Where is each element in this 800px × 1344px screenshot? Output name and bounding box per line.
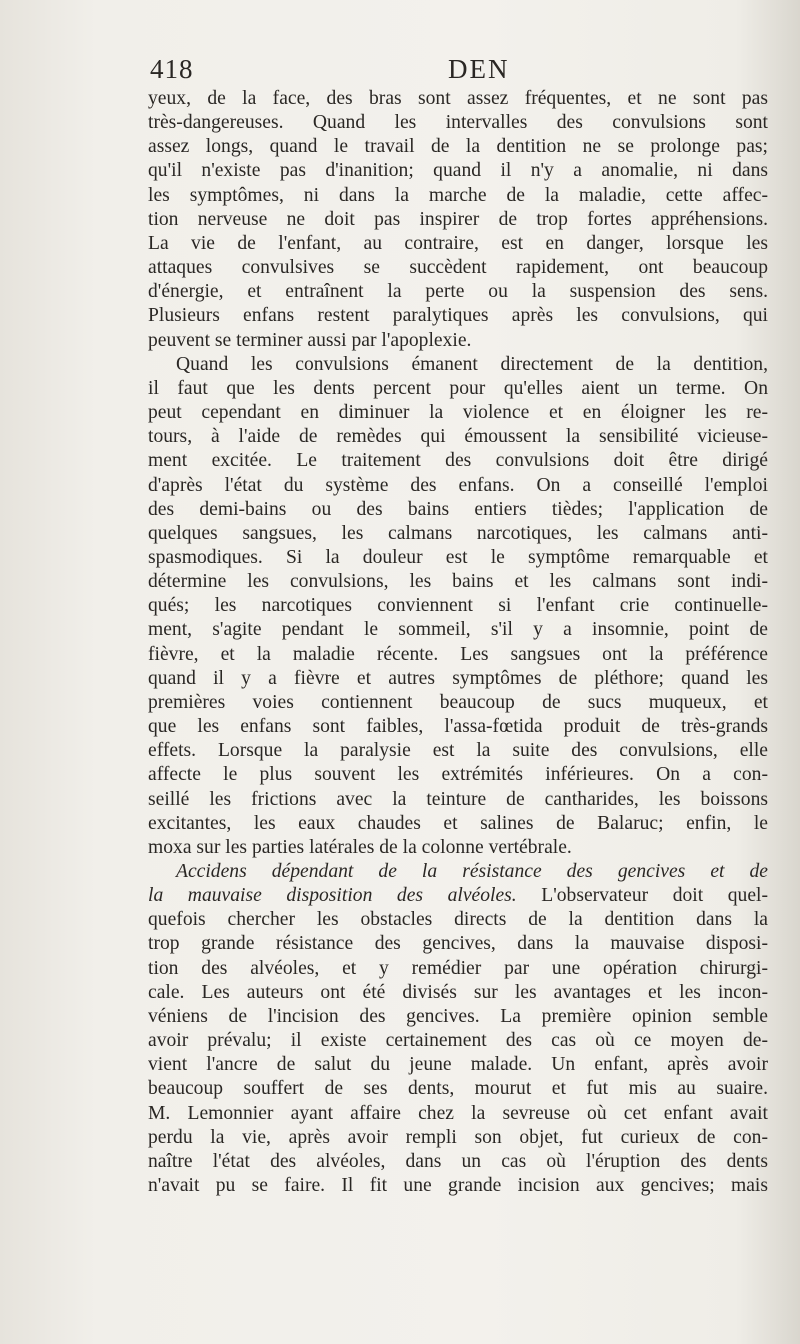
page-header <box>0 54 800 88</box>
section-heading-tail: L'observateur doit quel- <box>516 885 768 907</box>
text-line: que les enfans sont faibles, l'assa-fœtida produit de très-grands <box>148 716 768 738</box>
text-line: cale. Les auteurs ont été divisés sur les avantages et les incon- <box>148 981 768 1003</box>
text-line: fièvre, et la maladie récente. Les sangsues ont la préférence <box>148 643 768 665</box>
text-line: attaques convulsives se succèdent rapidement, ont beaucoup <box>148 257 768 279</box>
text-line: véniens de l'incision des gencives. La première opinion semble <box>148 1005 768 1027</box>
text-line: seillé les frictions avec la teinture de cantharides, les boissons <box>148 788 768 810</box>
text-line: ment, s'agite pendant le sommeil, s'il y a insomnie, point de <box>148 619 768 641</box>
text-line: trop grande résistance des gencives, dans la mauvaise disposi- <box>148 933 768 955</box>
text-line: n'avait pu se faire. Il fit une grande incision aux gencives; mais <box>148 1175 768 1197</box>
section-heading-line: Accidens dépendant de la résistance des gencives et de <box>176 861 768 882</box>
text-line: qu'il n'existe pas d'inanition; quand il n'y a anomalie, ni dans <box>148 160 768 182</box>
text-line: quelques sangsues, les calmans narcotiques, les calmans anti- <box>148 522 768 544</box>
text-line: spasmodiques. Si la douleur est le symptôme remarquable et <box>148 546 768 568</box>
text-line: ment excitée. Le traitement des convulsions doit être dirigé <box>148 450 768 472</box>
text-line: détermine les convulsions, les bains et les calmans sont indi- <box>148 571 768 593</box>
text-line: avoir prévalu; il existe certainement des cas où ce moyen de- <box>148 1030 768 1052</box>
text-line: naître l'état des alvéoles, dans un cas où l'éruption des dents <box>148 1150 768 1172</box>
text-line: les symptômes, ni dans la marche de la maladie, cette affec- <box>148 184 768 206</box>
text-line: tion des alvéoles, et y remédier par une opération chirurgi- <box>148 957 768 979</box>
text-line: Quand les convulsions émanent directement de la dentition, <box>176 353 768 375</box>
text-line: affecte le plus souvent les extrémités inférieures. On a con- <box>148 764 768 786</box>
text-line: moxa sur les parties latérales de la colonne vertébrale. <box>148 836 572 858</box>
text-line: excitantes, les eaux chaudes et salines de Balaruc; enfin, le <box>148 812 768 834</box>
text-line: très-dangereuses. Quand les intervalles des convulsions sont <box>148 112 768 134</box>
text-line <box>148 884 768 908</box>
text-line: yeux, de la face, des bras sont assez fréquentes, et ne sont pas <box>148 88 768 109</box>
text-line: assez longs, quand le travail de la dentition ne se prolonge pas; <box>148 136 768 158</box>
text-line: beaucoup souffert de ses dents, mourut et fut mis au suaire. <box>148 1078 768 1100</box>
text-line: peuvent se terminer aussi par l'apoplexie. <box>148 329 472 351</box>
text-line: premières voies contiennent beaucoup de sucs muqueux, et <box>148 691 768 713</box>
body-text <box>148 87 768 1198</box>
text-line: vient l'ancre de salut du jeune malade. Un enfant, après avoir <box>148 1054 768 1076</box>
text-line: tours, à l'aide de remèdes qui émoussent la sensibilité vicieuse- <box>148 426 768 448</box>
text-line: quefois chercher les obstacles directs de la dentition dans la <box>148 909 768 931</box>
section-heading-italic: la mauvaise disposition des alvéoles. <box>148 885 517 907</box>
text-line: des demi-bains ou des bains entiers tièdes; l'application de <box>148 498 768 520</box>
text-line: M. Lemonnier ayant affaire chez la sevreuse où cet enfant avait <box>148 1102 768 1124</box>
text-line: qués; les narcotiques conviennent si l'enfant crie continuelle- <box>148 595 768 617</box>
text-line: Plusieurs enfans restent paralytiques après les convulsions, qui <box>148 305 768 327</box>
text-line: effets. Lorsque la paralysie est la suite des convulsions, elle <box>148 740 768 762</box>
text-line: d'après l'état du système des enfans. On a conseillé l'emploi <box>148 474 768 496</box>
text-line: peut cependant en diminuer la violence et en éloigner les re- <box>148 402 768 424</box>
page-number: 418 <box>150 54 194 84</box>
text-line: il faut que les dents percent pour qu'elles aient un terme. On <box>148 377 768 399</box>
text-line: quand il y a fièvre et autres symptômes de pléthore; quand les <box>148 667 768 689</box>
text-line: La vie de l'enfant, au contraire, est en danger, lorsque les <box>148 232 768 254</box>
text-line: tion nerveuse ne doit pas inspirer de trop fortes appréhensions. <box>148 208 768 230</box>
text-line: perdu la vie, après avoir rempli son objet, fut curieux de con- <box>148 1126 768 1148</box>
running-head: DEN <box>448 54 510 84</box>
text-line: d'énergie, et entraînent la perte ou la suspension des sens. <box>148 281 768 303</box>
